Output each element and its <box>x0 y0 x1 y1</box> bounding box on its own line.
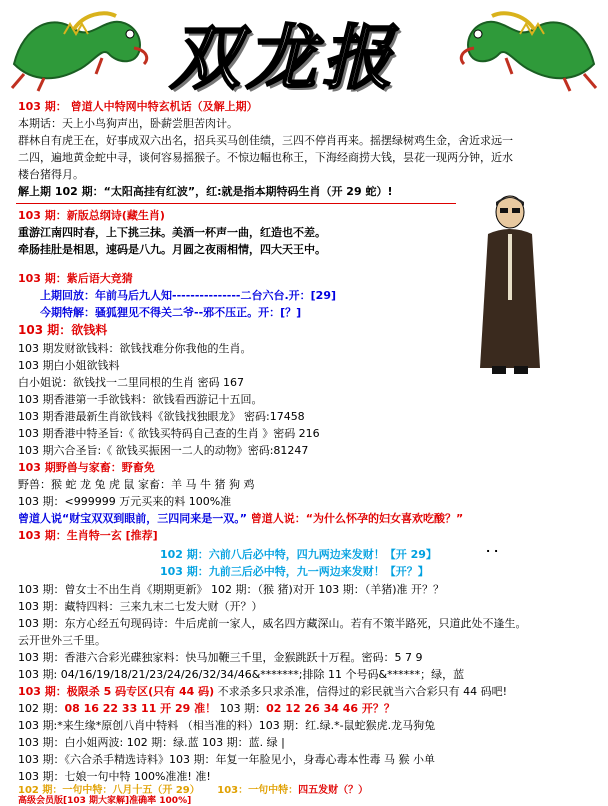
block8-line11: 103 期：《六合杀手精选诗料》103 期：年复一年脸见小，身毒心毒本性毒 马 猴 小单 <box>18 753 435 766</box>
block5-line1: 野兽：猴 蛇 龙 兔 虎 鼠 家畜：羊 马 牛 猪 狗 鸡 <box>18 478 255 491</box>
block3-line1: 上期回放：年前马后九人知---------------二台六台.开：[29] <box>40 289 337 302</box>
quote-line <box>18 510 463 527</box>
block5-title: 103 期野兽与家畜：野畜免 <box>18 461 155 474</box>
portrait-image <box>470 190 550 380</box>
block4-line5: 103 期香港最新生肖欲钱料《欲钱找独眼龙》 密码:17458 <box>18 410 305 423</box>
block8-line10: 103 期：白小姐两波: 102 期：绿.蓝 103 期：蓝. 绿 | <box>18 736 285 749</box>
block8-line8 <box>18 700 395 717</box>
block1-title: 103 期： 曾道人中特网中特玄机话（及解上期） <box>18 100 258 113</box>
page-title: 双龙报 <box>170 16 398 99</box>
right-dragon-image <box>454 4 604 92</box>
block7-line2: 103 期：九前三后必中特，九一两边来发财！【开？】 <box>160 565 429 578</box>
block4-line3: 白小姐说：欲钱找一二里同根的生肖 密码 167 <box>18 376 244 389</box>
quote-right: 曾道人说：“为什么怀孕的妇女喜欢吃酸？” <box>246 512 464 525</box>
block7-line1: 102 期：六前八后必中特，四九两边来发财！【开 29】 <box>160 548 437 561</box>
block8-line5: 103 期：香港六合彩光碟独家料：快马加鞭三千里，金猴跳跃十万程。密码：5 7 9 <box>18 651 423 664</box>
prev-period-label: 102 期： <box>18 702 65 715</box>
block8-line3: 103 期：东方心经五句现码诗：牛后虎前一家人，威名四方藏深山。若有不策半路死，只道此处不逢生。 <box>18 617 527 630</box>
block8-line4: 云开世外三千里。 <box>18 634 106 647</box>
prev-period-numbers: 08 16 22 33 11 开 29 准！ <box>64 702 217 715</box>
block4-line2: 103 期白小姐欲钱料 <box>18 359 120 372</box>
block4-line6: 103 期香港中特圣旨:《 欲钱买特码自己查的生肖 》密码 216 <box>18 427 320 440</box>
block2-title: 103 期：新版总纲诗(藏生肖) <box>18 209 165 222</box>
block4-line1: 103 期发财欲钱料：欲钱找难分你我他的生肖。 <box>18 342 252 355</box>
vip-header: 高级会员版[103 期大家解]准确率 100%] <box>18 796 192 806</box>
one-line-tip <box>18 785 368 796</box>
block3-line2: 今期特解：骚狐狸见不得关二爷--邪不压正。开：[？] <box>40 306 302 319</box>
block8-line2: 103 期：藏特四料：三来九末二七发大财（开？） <box>18 600 263 613</box>
block8-line12: 103 期：七娘一句中特 100%准准! 准! <box>18 770 211 783</box>
block3-title: 103 期：紫后语大竞猜 <box>18 272 133 285</box>
block8-line1: 103 期：曾女士不出生肖《期期更新》 102 期：（猴 猪)对开 103 期：（羊猪)准 开？？ <box>18 583 445 596</box>
one-line-tip-curr-label: 103：一句中特： <box>217 785 299 796</box>
block2-line1: 重游江南四时春，上下挑三抹。美酒一杯声一曲，红造也不差。 <box>18 226 326 239</box>
block4-title: 103 期：欲钱料 <box>18 323 108 337</box>
one-line-tip-curr-value: 四五发财（？） <box>298 785 369 796</box>
block8-line6: 103 期: 04/16/19/18/21/23/24/26/32/34/46&*******;排除 11 个号码&******；绿，蓝 <box>18 668 465 681</box>
block7-dots: . . <box>486 542 499 555</box>
block1-line2: 群林自有虎王在，好事成双六出名，招兵买马创佳绩，三四不停肖再来。摇摆绿树鸡生金，舍近求远一 <box>18 134 513 147</box>
left-dragon-image <box>4 4 154 92</box>
block1-line3: 二四，遍地黄金蛇中寻，谈何容易摇猴子。不惊边幅也称王，下海经商捞大钱，昙花一现两分钟，近水 <box>18 151 513 164</box>
block1-line1: 本期话：天上小鸟狗声出，卧薪尝胆苦肉计。 <box>18 117 238 130</box>
kill-zone-label: 103 期：极限杀 5 码专区(只有 44 码) <box>18 685 215 698</box>
kill-zone-text: 不求杀多只求杀准，信得过的彩民就当六合彩只有 44 码吧! <box>214 685 508 698</box>
block2-line2: 牵肠挂肚是相思，速码是八九。月圆之夜雨相情，四大天王中。 <box>18 243 326 256</box>
curr-period-label: 103 期： <box>216 702 267 715</box>
block4-line4: 103 期香港第一手欲钱料：欲钱看西游记十五回。 <box>18 393 263 406</box>
quote-left: 曾道人说“财宝双双到眼前，三四同来是一双。” <box>18 512 247 525</box>
divider <box>16 203 456 204</box>
block8-line9: 103 期:*来生缘*原创八肖中特料 （相当准的料）103 期：红.绿.*-鼠蛇猴虎.龙马狗兔 <box>18 719 436 732</box>
curr-period-numbers: 02 12 26 34 46 开？？ <box>266 702 395 715</box>
block4-line7: 103 期六合圣旨:《 欲钱买振困一二人的动物》密码:81247 <box>18 444 309 457</box>
block7-title: 103 期：生肖特一玄 [推荐] <box>18 529 158 542</box>
block5-line2: 103 期：<999999 万元买来的料 100%准 <box>18 495 232 508</box>
block8-line7 <box>18 683 507 700</box>
one-line-tip-prev: 102 期：一句中特：八月十五（开 29） <box>18 785 200 796</box>
block1-line5: 解上期 102 期：“太阳高挂有红波”，红:就是指本期特码生肖（开 29 蛇）! <box>18 185 393 198</box>
block1-line4: 楼台猪得月。 <box>18 168 84 181</box>
